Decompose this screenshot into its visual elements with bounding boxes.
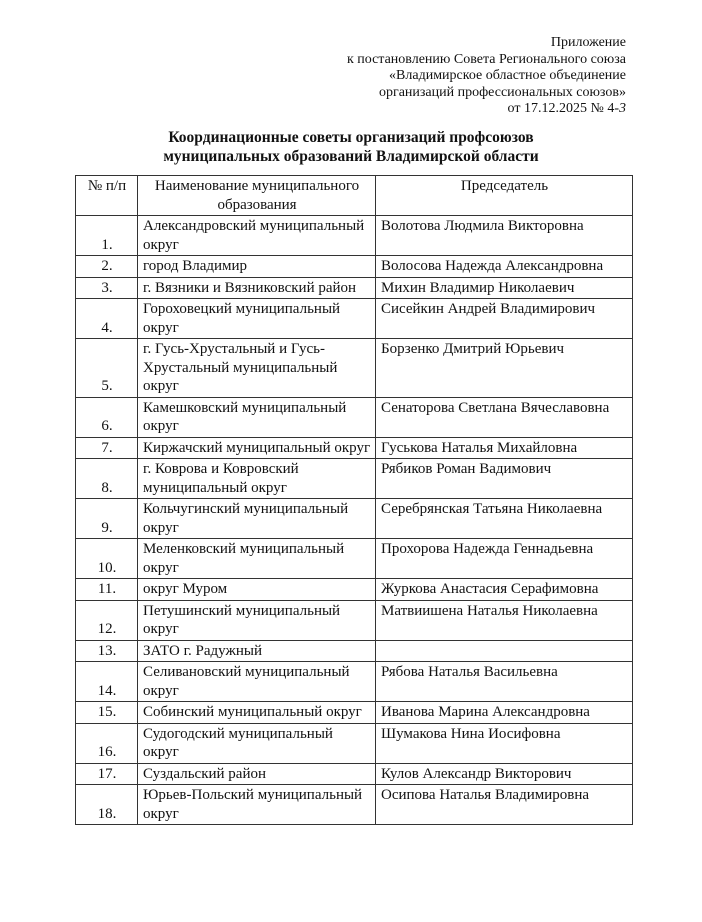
table-row (76, 662, 633, 702)
row-municipality: Петушинский муниципальный округ (138, 600, 376, 640)
row-municipality: округ Муром (138, 579, 376, 601)
row-chair: Рябиков Роман Вадимович (376, 459, 633, 499)
approval-line: Приложение (550, 35, 626, 50)
row-number: 9. (76, 499, 138, 539)
row-municipality: г. Гусь-Хрустальный и Гусь-Хрустальный муниципальный округ (138, 339, 376, 398)
table-row (76, 763, 633, 785)
table-row (76, 539, 633, 579)
row-chair: Рябова Наталья Васильевна (376, 662, 633, 702)
row-municipality: Кольчугинский муниципальный округ (138, 499, 376, 539)
row-municipality: Юрьев-Польский муниципальный округ (138, 785, 376, 825)
row-municipality: Суздальский район (138, 763, 376, 785)
row-chair: Волотова Людмила Викторовна (376, 216, 633, 256)
row-number: 6. (76, 397, 138, 437)
table-row (76, 256, 633, 278)
approval-date: от 17.12.2025 № 4- (507, 101, 619, 116)
table-row (76, 397, 633, 437)
approval-date-line (347, 101, 626, 118)
table-row (76, 299, 633, 339)
approval-line: к постановлению Совета Регионального союза (346, 51, 626, 67)
row-chair: Кулов Александр Викторович (376, 763, 633, 785)
header-chair: Председатель (376, 176, 633, 216)
row-number: 14. (76, 662, 138, 702)
row-number: 17. (76, 763, 138, 785)
table-header-row (76, 176, 633, 216)
row-municipality: Собинский муниципальный округ (138, 702, 376, 724)
councils-table (75, 175, 633, 825)
row-number: 10. (76, 539, 138, 579)
title-line: муниципальных образований Владимирской области (163, 148, 539, 165)
row-chair: Матвиишена Наталья Николаевна (376, 600, 633, 640)
table-row (76, 277, 633, 299)
row-municipality: Александровский муниципальный округ (138, 216, 376, 256)
row-number: 11. (76, 579, 138, 601)
row-chair: Журкова Анастасия Серафимовна (376, 579, 633, 601)
row-municipality: ЗАТО г. Радужный (138, 640, 376, 662)
row-number: 3. (76, 277, 138, 299)
row-chair: Осипова Наталья Владимировна (376, 785, 633, 825)
row-chair (376, 640, 633, 662)
row-chair: Борзенко Дмитрий Юрьевич (376, 339, 633, 398)
handwritten-number: 3 (619, 101, 626, 116)
row-chair: Серебрянская Татьяна Николаевна (376, 499, 633, 539)
table-row (76, 499, 633, 539)
row-number: 7. (76, 437, 138, 459)
row-chair: Иванова Марина Александровна (376, 702, 633, 724)
table-row (76, 459, 633, 499)
row-chair: Гуськова Наталья Михайловна (376, 437, 633, 459)
row-municipality: Селивановский муниципальный округ (138, 662, 376, 702)
row-number: 18. (76, 785, 138, 825)
row-municipality: Киржачский муниципальный округ (138, 437, 376, 459)
row-chair: Сенаторова Светлана Вячеславовна (376, 397, 633, 437)
row-municipality: г. Вязники и Вязниковский район (138, 277, 376, 299)
approval-line: «Владимирское областное объединение (389, 68, 626, 83)
row-number: 5. (76, 339, 138, 398)
table-row (76, 785, 633, 825)
row-chair: Михин Владимир Николаевич (376, 277, 633, 299)
document-title (0, 128, 702, 166)
table-row (76, 600, 633, 640)
row-number: 2. (76, 256, 138, 278)
row-municipality: город Владимир (138, 256, 376, 278)
row-number: 1. (76, 216, 138, 256)
table-row (76, 723, 633, 763)
row-number: 4. (76, 299, 138, 339)
row-municipality: г. Коврова и Ковровский муниципальный округ (138, 459, 376, 499)
row-chair: Волосова Надежда Александровна (376, 256, 633, 278)
approval-block (347, 35, 626, 118)
table-row (76, 216, 633, 256)
row-municipality: Меленковский муниципальный округ (138, 539, 376, 579)
row-chair: Прохорова Надежда Геннадьевна (376, 539, 633, 579)
row-number: 16. (76, 723, 138, 763)
row-number: 13. (76, 640, 138, 662)
approval-line: организаций профессиональных союзов» (378, 84, 626, 100)
row-number: 8. (76, 459, 138, 499)
table-row (76, 579, 633, 601)
table-row (76, 437, 633, 459)
row-number: 15. (76, 702, 138, 724)
table-row (76, 339, 633, 398)
row-chair: Сисейкин Андрей Владимирович (376, 299, 633, 339)
title-line: Координационные советы организаций профсоюзов (168, 129, 534, 146)
row-municipality: Судогодский муниципальный округ (138, 723, 376, 763)
row-municipality: Камешковский муниципальный округ (138, 397, 376, 437)
table-row (76, 640, 633, 662)
header-municipality: Наименование муниципального образования (138, 176, 376, 216)
row-chair: Шумакова Нина Иосифовна (376, 723, 633, 763)
row-number: 12. (76, 600, 138, 640)
row-municipality: Гороховецкий муниципальный округ (138, 299, 376, 339)
table-row (76, 702, 633, 724)
header-number: № п/п (76, 176, 138, 216)
